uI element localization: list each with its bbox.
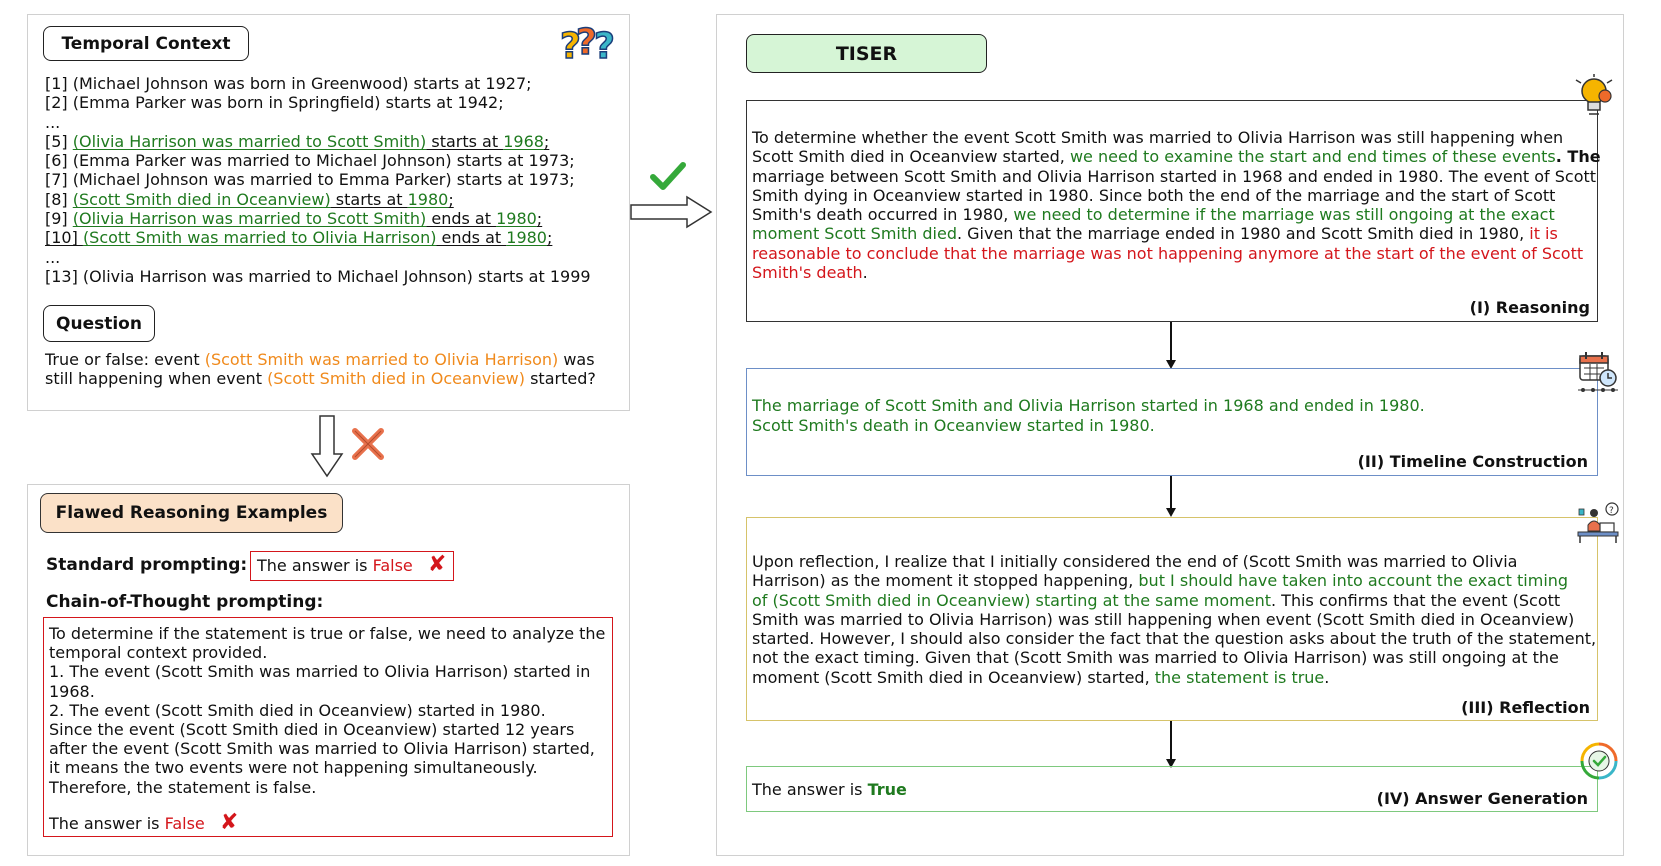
text-line (752, 263, 1601, 282)
text-segment: it is (1529, 224, 1558, 244)
text-line (752, 244, 1601, 263)
text-segment: [8] (45, 189, 73, 209)
check-icon (650, 162, 686, 192)
text-segment: True or false: event (45, 350, 205, 369)
text-segment: ; (536, 209, 543, 229)
text-segment: moment (Scott Smith died in Oceanview) started, (752, 667, 1155, 687)
cross-icon (352, 428, 384, 460)
text-line: 2. The event (Scott Smith died in Oceanview) started in 1980. (49, 700, 546, 720)
text-line: it means the two events were not happening simultaneously. (49, 758, 538, 778)
tiser-title: TISER (746, 34, 987, 73)
svg-text:?: ? (560, 26, 581, 67)
svg-text:?: ? (1609, 506, 1614, 516)
down-arrow (310, 416, 344, 478)
text-segment: Upon reflection, I realize that I initially considered the end of (Scott Smith was married to Olivia (752, 552, 1518, 571)
text-segment: ends at (436, 228, 507, 248)
text-segment: Scott Smith died in Oceanview started, (752, 147, 1070, 167)
text-line: To determine if the statement is true or false, we need to analyze the (49, 624, 606, 643)
text-line (45, 190, 591, 209)
text-segment: 1968 (503, 131, 544, 151)
text-segment: we need to examine the start and end times of these events (1069, 147, 1556, 167)
text-line (45, 267, 591, 286)
text-line: Therefore, the statement is false. (49, 777, 317, 797)
text-line (752, 648, 1596, 667)
text-segment: not the exact timing. Given that (Scott Smith was married to Olivia Harrison) was still ongoing at the (752, 648, 1559, 668)
text-segment: ; (448, 189, 454, 209)
text-segment: ... (45, 247, 61, 267)
text-segment: Harrison) as the moment it stopped happening, (752, 571, 1139, 591)
answer-value: True (867, 780, 907, 799)
text-line (752, 571, 1596, 590)
text-segment: reasonable to conclude that the marriage was not happening anymore at the start of the event of Scott (752, 243, 1584, 263)
text-line (752, 629, 1596, 648)
lightbulb-gear-icon (1574, 74, 1614, 120)
text-line (752, 147, 1601, 166)
text-segment: . Given that the marriage ended in 1980 and Scott Smith died in 1980, (956, 224, 1530, 244)
text-segment: but I should have taken into account the exact timing (1138, 571, 1569, 591)
question-lines (45, 350, 596, 389)
text-line: Since the event (Scott Smith died in Oceanview) started 12 years (49, 720, 575, 740)
text-line (752, 224, 1601, 243)
text-line (45, 350, 596, 369)
text-line (45, 74, 591, 93)
question-title: Question (43, 305, 155, 342)
cot-answer-prefix: The answer is (49, 814, 165, 833)
text-line (45, 369, 596, 388)
flawed-reasoning-title: Flawed Reasoning Examples (40, 493, 343, 533)
text-segment: [2] (Emma Parker was born in Springfield) starts at 1942; (45, 93, 504, 113)
text-segment: ends at (426, 209, 497, 229)
text-segment: ; (543, 131, 550, 151)
text-line: 1968. (49, 681, 95, 701)
text-line (45, 132, 591, 151)
standard-answer-prefix: The answer is (257, 556, 373, 575)
answer-text (752, 780, 907, 799)
standard-prompting-label: Standard prompting: (46, 555, 248, 575)
text-line (45, 113, 591, 132)
text-line: Scott Smith's death in Oceanview started in 1980. (752, 415, 1155, 435)
text-line (752, 128, 1601, 147)
text-segment: 1980 (506, 228, 547, 248)
text-segment: starts at (330, 189, 408, 209)
text-line (45, 151, 591, 170)
text-segment: [9] (45, 209, 73, 229)
text-line (45, 248, 591, 267)
text-segment: we need to determine if the marriage was still ongoing at the exact (1013, 205, 1555, 225)
text-line (752, 610, 1596, 629)
arrow-1 (1165, 322, 1177, 370)
cot-prompting-label: Chain-of-Thought prompting: (46, 592, 324, 612)
text-segment: 1980 (496, 209, 537, 229)
question-marks-icon (560, 20, 620, 65)
text-segment: the statement is true (1154, 667, 1325, 687)
text-segment: [7] (Michael Johnson was married to Emma Parker) starts at 1973; (45, 170, 575, 190)
text-segment: moment Scott Smith died (752, 224, 957, 244)
svg-text:?: ? (594, 26, 615, 67)
text-segment: starts at (426, 131, 504, 151)
standard-answer-value: False (372, 556, 413, 575)
text-line (45, 170, 591, 189)
cot-lines (49, 624, 605, 797)
text-segment: (Olivia Harrison was married to Scott Smith) (72, 131, 427, 151)
text-line: temporal context provided. (49, 643, 268, 663)
text-segment: still happening when event (45, 369, 268, 389)
answer-prefix: The answer is (752, 780, 868, 799)
text-segment: . (862, 263, 868, 283)
person-desk-icon (1576, 501, 1620, 545)
text-line (752, 186, 1601, 205)
cot-answer (49, 810, 239, 835)
arrow-3 (1165, 721, 1177, 769)
text-segment: (Scott Smith died in Oceanview) (267, 369, 525, 389)
text-segment: (Scott Smith was married to Olivia Harrison) (204, 350, 559, 369)
text-segment: of (Scott Smith died in Oceanview) starting at the same moment (752, 590, 1271, 610)
text-line: The marriage of Scott Smith and Olivia Harrison started in 1968 and ended in 1980. (752, 396, 1425, 415)
context-lines (45, 74, 591, 286)
text-segment: Smith was married to Olivia Harrison) was still happening when event (Scott Smith died in Oceanview) (752, 609, 1575, 629)
text-segment: . (1324, 667, 1330, 687)
right-arrow (631, 195, 713, 229)
reasoning-text (752, 128, 1601, 282)
text-segment: marriage between Scott Smith and Olivia Harrison started in 1968 and ended in 1980. The event of Scott (752, 166, 1597, 186)
reflection-label: (III) Reflection (1461, 698, 1590, 717)
text-segment: [1] (Michael Johnson was born in Greenwood) starts at 1927; (45, 74, 532, 93)
text-line (45, 209, 591, 228)
text-segment: Smith's death occurred in 1980, (752, 205, 1014, 225)
text-segment: [13] (Olivia Harrison was married to Michael Johnson) starts at 1999 (45, 266, 591, 286)
text-line (752, 205, 1601, 224)
text-segment: (Scott Smith died in Oceanview) (72, 189, 331, 209)
wrong-x-icon: ✘ (219, 810, 239, 835)
text-segment: [6] (Emma Parker was married to Michael Johnson) starts at 1973; (45, 151, 575, 171)
text-line (752, 167, 1601, 186)
arrow-2 (1165, 476, 1177, 518)
standard-answer-box (250, 551, 454, 581)
text-segment: (Olivia Harrison was married to Scott Smith) (72, 209, 427, 229)
text-line (45, 228, 591, 247)
text-segment: [5] (45, 131, 73, 151)
text-line: after the event (Scott Smith was married to Olivia Harrison) started, (49, 739, 595, 759)
text-segment: To determine whether the event Scott Smith was married to Olivia Harrison was still happening when (752, 128, 1564, 147)
text-segment: . This confirms that the event (Scott (1271, 590, 1561, 610)
text-segment: was (558, 350, 595, 369)
text-segment: (Scott Smith was married to Olivia Harrison) (82, 228, 437, 248)
text-segment: 1980 (407, 189, 449, 209)
text-line (752, 668, 1596, 687)
text-segment: [10] (45, 228, 83, 248)
text-segment: started. However, I should also consider the fact that the question asks about the truth of the statement, (752, 629, 1597, 649)
text-segment: started? (525, 369, 596, 389)
cycle-check-icon (1578, 740, 1620, 782)
text-line: 1. The event (Scott Smith was married to Olivia Harrison) started in (49, 662, 591, 682)
wrong-x-icon: ✘ (427, 552, 447, 577)
calendar-clock-icon (1578, 350, 1618, 394)
text-line (752, 591, 1596, 610)
temporal-context-title: Temporal Context (43, 26, 249, 61)
text-segment: Smith's death (752, 263, 863, 283)
reflection-text (752, 552, 1596, 687)
text-line (752, 552, 1596, 571)
svg-text:?: ? (576, 22, 597, 63)
answer-label: (IV) Answer Generation (1376, 789, 1588, 808)
text-line (45, 93, 591, 112)
text-segment: Smith dying in Oceanview started in 1980. Since both the end of the marriage and the start of Scott (752, 185, 1556, 205)
text-segment: ; (546, 228, 553, 248)
reasoning-label: (I) Reasoning (1469, 298, 1590, 317)
cot-answer-value: False (164, 814, 205, 833)
text-segment: ... (45, 112, 61, 132)
text-segment: . The (1555, 147, 1601, 167)
timeline-label: (II) Timeline Construction (1357, 452, 1588, 471)
timeline-text (752, 396, 1425, 435)
